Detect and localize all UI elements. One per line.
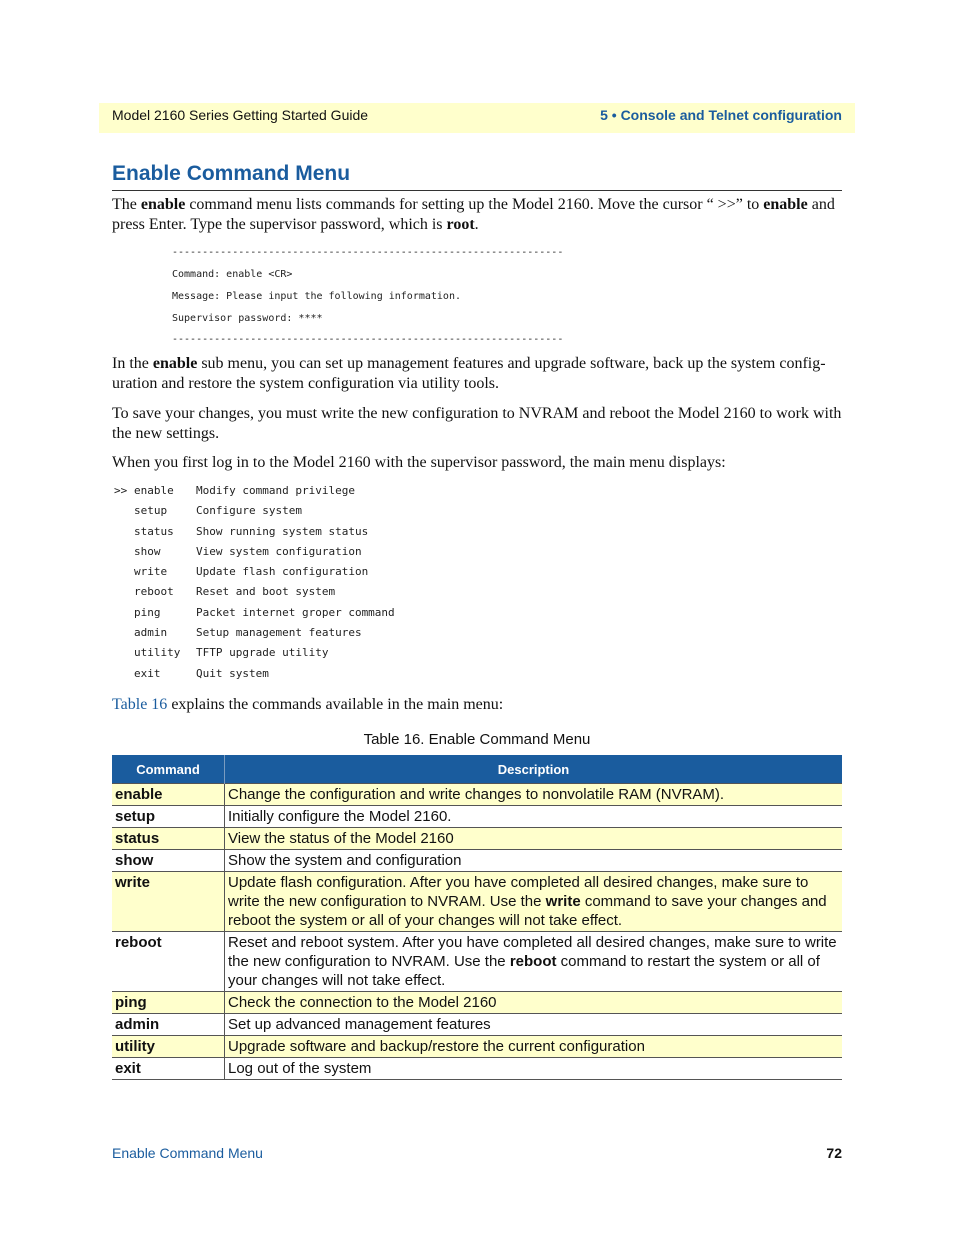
table-row [112, 1014, 842, 1036]
command-cell: exit [112, 1058, 225, 1080]
command-cell: write [112, 872, 225, 932]
console-rule-top: ----------------------------------------------------------------- [172, 247, 564, 258]
menu-description: Configure system [196, 504, 302, 517]
console-rule-bottom: ----------------------------------------------------------------- [172, 334, 564, 345]
column-header-description: Description [225, 755, 843, 784]
column-header-command: Command [112, 755, 225, 784]
table-caption: Table 16. Enable Command Menu [363, 731, 591, 748]
save-paragraph: To save your changes, you must write the new configuration to NVRAM and reboot the Model 2160 to work with the new settings. [112, 405, 842, 442]
table-row [112, 806, 842, 828]
menu-description: TFTP upgrade utility [196, 646, 329, 659]
menu-description: Update flash configuration [196, 565, 369, 578]
menu-description: Reset and boot system [196, 585, 336, 598]
command-cell: ping [112, 992, 225, 1014]
description-cell: View the status of the Model 2160 [225, 828, 843, 850]
table-row [112, 828, 842, 850]
table-row [112, 992, 842, 1014]
console-line: Message: Please input the following information. [172, 291, 461, 302]
enable-command-table [112, 755, 842, 1080]
menu-description: Show running system status [196, 525, 369, 538]
menu-command: reboot [134, 585, 174, 598]
command-cell: show [112, 850, 225, 872]
menu-command: write [134, 565, 168, 578]
title-divider [112, 190, 842, 191]
login-paragraph: When you first log in to the Model 2160 with the supervisor password, the main menu displays: [112, 454, 726, 471]
page-number: 72 [826, 1145, 842, 1161]
menu-description: View system configuration [196, 545, 362, 558]
header-guide-title: Model 2160 Series Getting Started Guide [112, 107, 369, 123]
intro-paragraph: The enable command menu lists commands for setting up the Model 2160. Move the cursor “ >>” to enable and press Enter. Type the supervisor password, which is root. [112, 196, 835, 233]
table-row [112, 872, 842, 932]
table-row [112, 850, 842, 872]
menu-command: enable [134, 484, 174, 497]
command-cell: utility [112, 1036, 225, 1058]
menu-description: Modify command privilege [196, 484, 355, 497]
table-reference-paragraph: Table 16 explains the commands available in the main menu: [112, 696, 504, 713]
description-cell: Reset and reboot system. After you have completed all desired changes, make sure to write the new configuration to NVRAM. Use the reboot command to restart the system or all of your changes will not take effect. [225, 932, 843, 992]
table-header-row [112, 755, 842, 784]
table-16-link[interactable]: Table 16 [112, 696, 168, 713]
command-cell: setup [112, 806, 225, 828]
page-title: Enable Command Menu [112, 162, 351, 185]
description-cell: Set up advanced management features [225, 1014, 843, 1036]
menu-command: utility [134, 646, 181, 659]
description-cell: Upgrade software and backup/restore the current configuration [225, 1036, 843, 1058]
description-cell: Log out of the system [225, 1058, 843, 1080]
description-cell: Update flash configuration. After you have completed all desired changes, make sure to write the new configuration to NVRAM. Use the write command to save your changes and reboot the system or all of your changes will not take effect. [225, 872, 843, 932]
menu-command: exit [134, 667, 161, 680]
console-line: Command: enable <CR> [172, 269, 293, 280]
submenu-paragraph: In the enable sub menu, you can set up management features and upgrade software, back up the system config-uration and restore the system configuration via utility tools. [112, 355, 826, 392]
menu-description: Setup management features [196, 626, 362, 639]
command-cell: enable [112, 784, 225, 806]
description-cell: Change the configuration and write changes to nonvolatile RAM (NVRAM). [225, 784, 843, 806]
description-cell: Initially configure the Model 2160. [225, 806, 843, 828]
menu-command: admin [134, 626, 168, 639]
description-cell: Check the connection to the Model 2160 [225, 992, 843, 1014]
table-row [112, 932, 842, 992]
menu-cursor: >> [114, 484, 128, 497]
console-line: Supervisor password: **** [172, 313, 323, 324]
menu-description: Packet internet groper command [196, 606, 395, 619]
command-cell: reboot [112, 932, 225, 992]
command-cell: admin [112, 1014, 225, 1036]
header-chapter-title: 5 • Console and Telnet configuration [600, 107, 842, 123]
description-cell: Show the system and configuration [225, 850, 843, 872]
table-row [112, 1036, 842, 1058]
menu-command: ping [134, 606, 161, 619]
footer-section-title: Enable Command Menu [112, 1145, 263, 1161]
table-row [112, 784, 842, 806]
menu-command: setup [134, 504, 168, 517]
command-cell: status [112, 828, 225, 850]
table-row [112, 1058, 842, 1080]
menu-description: Quit system [196, 667, 269, 680]
menu-command: status [134, 525, 174, 538]
menu-command: show [134, 545, 161, 558]
